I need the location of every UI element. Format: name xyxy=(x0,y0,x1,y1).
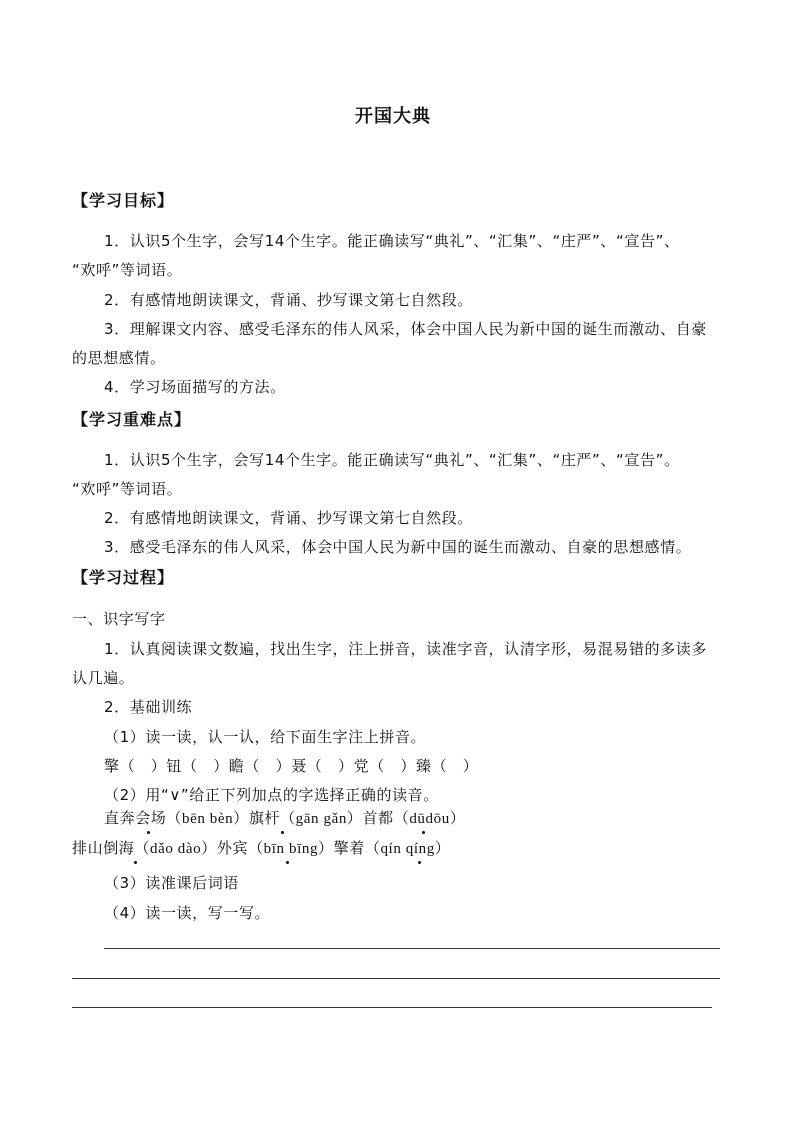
section-heading-goals: 【学习目标】 xyxy=(72,191,175,210)
emphasis-dot xyxy=(418,861,421,864)
question-1-characters: 擎（ ）钮（ ）瞻（ ）聂（ ）党（ ）臻（ ） xyxy=(104,757,479,775)
goal-item-2: 2．有感情地朗读课文，背诵、抄写课文第七自然段。 xyxy=(104,291,473,309)
part-one-heading: 一、识字写字 xyxy=(72,610,166,628)
goal-item-3-cont: 的思想感情。 xyxy=(72,349,166,367)
step1-line2: 认几遍。 xyxy=(72,669,135,687)
key-point-item-1-cont: “欢呼”等词语。 xyxy=(72,480,183,498)
goal-item-1-cont: “欢呼”等词语。 xyxy=(72,261,183,279)
section-heading-key-points: 【学习重难点】 xyxy=(72,410,192,429)
step2-heading: 2．基础训练 xyxy=(104,698,193,716)
emphasis-dot xyxy=(147,831,150,834)
question-2-row-1: 直奔会场（bēn bèn）旗杆（gān gǎn）首都（dūdōu） xyxy=(104,811,466,827)
emphasis-dot xyxy=(281,831,284,834)
question-4: （4）读一读，写一写。 xyxy=(104,904,271,922)
writing-line-2 xyxy=(72,978,720,979)
question-2: （2）用“∨”给正下列加点的字选择正确的读音。 xyxy=(104,786,439,804)
key-point-item-3: 3．感受毛泽东的伟人风采，体会中国人民为新中国的诞生而激动、自豪的思想感情。 xyxy=(104,538,692,556)
emphasis-dot xyxy=(286,861,289,864)
question-2-row-2: 排山倒海（dǎo dào）外宾（bīn bīng）擎着（qín qíng） xyxy=(72,841,451,857)
goal-item-4: 4．学习场面描写的方法。 xyxy=(104,378,286,396)
key-point-item-1: 1．认识5个生字，会写14个生字。能正确读写“典礼”、“汇集”、“庄严”、“宣告”。 xyxy=(104,451,680,469)
goal-item-3: 3．理解课文内容、感受毛泽东的伟人风采，体会中国人民为新中国的诞生而激动、自豪 xyxy=(104,320,707,338)
section-heading-process: 【学习过程】 xyxy=(72,568,175,587)
writing-line-3 xyxy=(72,1007,712,1008)
key-point-item-2: 2．有感情地朗读课文，背诵、抄写课文第七自然段。 xyxy=(104,509,473,527)
step1-line1: 1．认真阅读课文数遍，找出生字，注上拼音，读准字音，认清字形，易混易错的多读多 xyxy=(104,640,707,658)
goal-item-1: 1．认识5个生字，会写14个生字。能正确读写“典礼”、“汇集”、“庄严”、“宣告”、 xyxy=(104,232,680,250)
emphasis-dot xyxy=(134,861,137,864)
emphasis-dot xyxy=(422,831,425,834)
question-1: （1）读一读，认一认，给下面生字注上拼音。 xyxy=(104,728,427,746)
question-3: （3）读准课后词语 xyxy=(104,874,239,892)
writing-line-1 xyxy=(104,948,720,949)
page-title: 开国大典 xyxy=(355,106,431,127)
